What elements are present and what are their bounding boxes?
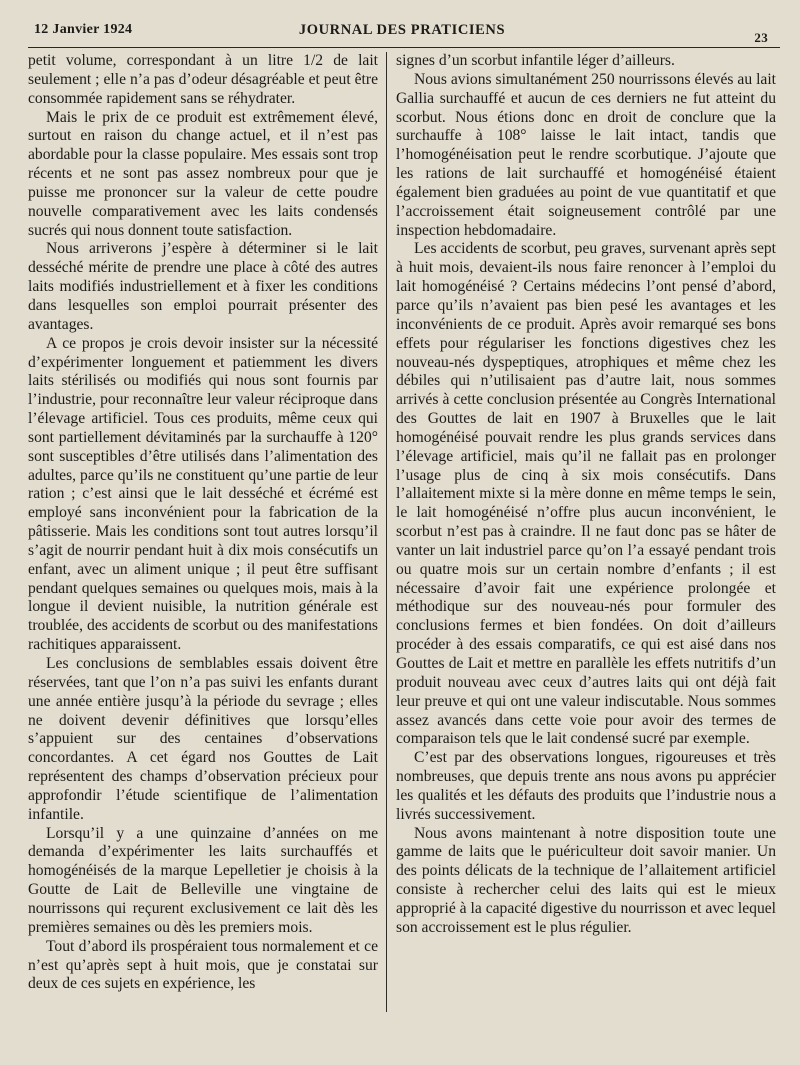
paragraph: signes d’un scorbut infantile léger d’ailleurs.	[396, 52, 675, 69]
running-head	[34, 18, 770, 45]
paragraph: Les accidents de scorbut, peu graves, survenant après sept à huit mois, devaient-ils nous faire renoncer à l’emploi du lait homogénéisé ? Certains médecins l’ont pensé d’abord, parce qu’ils n’avaient pas bien pesé les avantages et les inconvénients de ce produit. Après avoir remarqué ses bons effets pour régulariser les fonctions digestives chez les nouveau-nés dyspeptiques, atrophiques et même chez les débiles qui n’utilisaient pas d’autre lait, nous sommes arrivés à cette conclusion présentée au Congrès International des Gouttes de lait en 1907 à Bruxelles que le lait homogénéisé pouvait rendre les plus grands services dans l’élevage artificiel, mais qu’il ne fallait pas en prolonger l’usage plus de cinq à six mois consécutifs. Dans l’allaitement mixte si la mère donne en même temps le sein, le lait homogénéisé n’offre plus aucun inconvénient, le scorbut n’est pas à craindre. Il ne faut donc pas se hâter de vanter un lait industriel parce qu’on l’a essayé pendant trois ou quatre mois sur un certain nombre d’enfants ; il est nécessaire d’avoir fait une expérience prolongée et méthodique sur des nouveau-nés pour formuler des conclusions fermes et bien fondées. On doit d’ailleurs procéder à des essais comparatifs, ce qui est aisé dans nos Gouttes de Lait et mettre en parallèle les effets nutritifs d’un produit nouveau avec ceux d’autres laits qui ont déjà fait leur preuve et qui ont une valeur indiscutable. Nous sommes assez avancés dans cette voie pour avoir des termes de comparaison tels que le lait condensé sucré par exemple.	[396, 240, 776, 748]
issue-date: 12 Janvier 1924	[34, 22, 133, 37]
paragraph: Nous avons maintenant à notre disposition toute une gamme de laits que le puériculteur doit savoir manier. Un des points délicats de la technique de l’allaitement artificiel consiste à rechercher celui des laits qui est le mieux approprié à la capacité digestive du nourrisson et avec lequel son accroissement est le plus régulier.	[396, 824, 776, 936]
column-separator	[386, 52, 387, 1012]
paragraph: Nous arriverons j’espère à déterminer si le lait desséché mérite de prendre une place à côté des autres laits modifiés industriellement et à fixer les conditions dans lesquelles son emploi pourrait présenter des avantages.	[28, 240, 378, 333]
paragraph: petit volume, correspondant à un litre 1/2 de lait seulement ; elle n’a pas d’odeur désagréable et peut être consommée rapidement sans se réhydrater.	[28, 52, 378, 107]
paragraph: Les conclusions de semblables essais doivent être réservées, tant que l’on n’a pas suivi les enfants durant une année entière jusqu’à la période du sevrage ; elles ne doivent devenir définitives que lorsqu’elles s’appuient sur des centaines d’observations concordantes. A cet égard nos Gouttes de Lait représentent des champs d’observation précieux pour approfondir l’étude scientifique de l’alimentation infantile.	[28, 655, 378, 823]
page-number: 23	[754, 30, 768, 45]
right-column	[396, 52, 776, 938]
paragraph: C’est par des observations longues, rigoureuses et très nombreuses, que depuis trente ans nous avons pu apprécier les qualités et les défauts des produits que l’industrie nous a livrés successivement.	[396, 749, 776, 823]
header-rule	[28, 47, 780, 48]
left-column	[28, 52, 378, 994]
paragraph: Nous avions simultanément 250 nourrissons élevés au lait Gallia surchauffé et aucun de ces derniers ne fut atteint du scorbut. Nous étions donc en droit de conclure que la surchauffe à 108° laisse le lait intact, tandis que l’homogénéisation peut le rendre scorbutique. J’ajoute que les rations de lait surchauffé et homogénéisé étaient également bien graduées au point de vue quantitatif et que l’accroissement était soigneusement contrôlé par une inspection hebdomadaire.	[396, 70, 776, 239]
paragraph: Tout d’abord ils prospéraient tous normalement et ce n’est qu’après sept à huit mois, que je constatai sur deux de ces sujets en expérience, les	[28, 937, 378, 993]
paragraph: Lorsqu’il y a une quinzaine d’années on me demanda d’expérimenter les laits surchauffés et homogénéisés de la marque Lepelletier je choisis à la Goutte de Lait de Belleville une vingtaine de nourrissons qui reçurent exclusivement ce lait dès les premières semaines ou dès les premiers mois.	[28, 824, 378, 936]
paragraph: Mais le prix de ce produit est extrêmement élevé, surtout en raison du change actuel, et il n’est pas abordable pour la classe populaire. Mes essais sont trop récents et ne sont pas assez nombreux pour que je puisse me prononcer sur la valeur de cette poudre nouvelle comparativement avec les laits condensés sucrés qui nous donnent toute satisfaction.	[28, 108, 378, 239]
journal-title: JOURNAL DES PRATICIENS	[298, 22, 506, 38]
paragraph: A ce propos je crois devoir insister sur la nécessité d’expérimenter longuement et patiemment les divers laits stérilisés ou modifiés qui nous sont fournis par l’industrie, pour reconnaître leur valeur réciproque dans l’élevage artificiel. Tous ces produits, même ceux qui sont partiellement dévitaminés par la surchauffe à 120° sont susceptibles d’être utilisés dans l’alimentation des adultes, parce qu’ils ne constituent qu’une partie de leur ration ; c’est ainsi que le lait desséché et écrémé est employé sans inconvénient pour la fabrication de la pâtisserie. Mais les conditions sont tout autres lorsqu’il s’agit de nourrir pendant huit à dix mois consécutifs un enfant, avec un aliment unique ; il peut être suffisant pendant quelques semaines ou quelques mois, mais à la longue il devient nuisible, la nutrition générale est troublée, des accidents de scorbut ou des manifestations rachitiques apparaissent.	[28, 334, 378, 654]
